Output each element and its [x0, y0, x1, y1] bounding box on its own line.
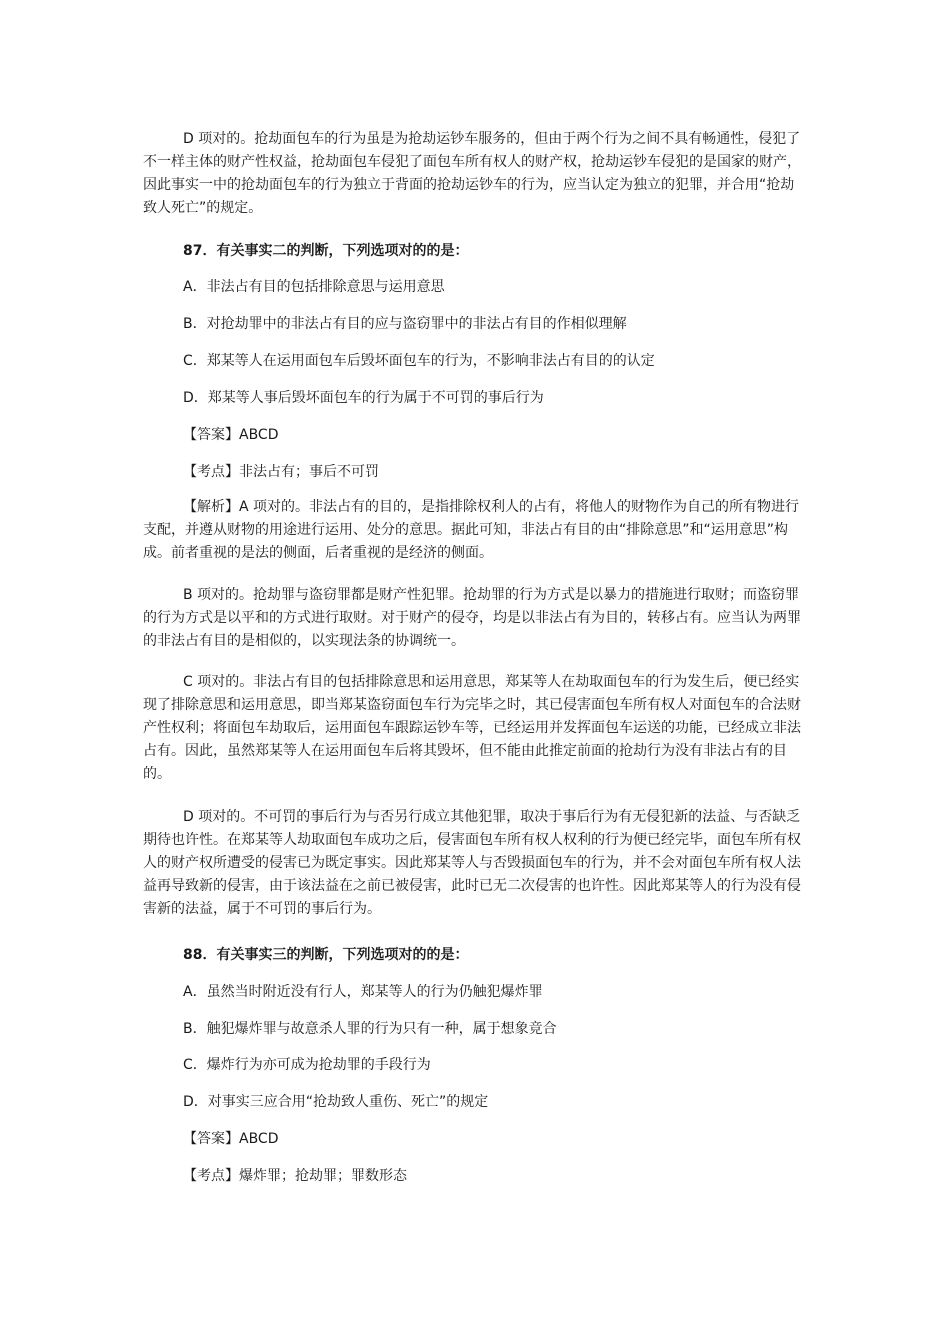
question-87-answer: 【答案】ABCD — [183, 427, 279, 443]
question-88-title: 88．有关事实三的判断，下列选项对的的是： — [183, 947, 469, 963]
question-87-option-d: D．郑某等人事后毁坏面包车的行为属于不可罚的事后行为 — [183, 390, 544, 406]
question-88-answer: 【答案】ABCD — [183, 1131, 279, 1147]
question-87-key-points: 【考点】非法占有；事后不可罚 — [183, 464, 379, 480]
paragraph-option-d-fact-one: D 项对的。抢劫面包车的行为虽是为抢劫运钞车服务的，但由于两个行为之间不具有畅通性，侵犯了不一样主体的财产性权益，抢劫面包车侵犯了面包车所有权人的财产权，抢劫运钞车侵犯的是国家的财产，因此事实一中的抢劫面包车的行为独立于背面的抢劫运钞车的行为，应当认定为独立的犯罪，并合用“抢劫致人死亡”的规定。 — [143, 131, 801, 216]
question-88-option-b: B．触犯爆炸罪与故意杀人罪的行为只有一种，属于想象竞合 — [183, 1021, 557, 1037]
question-87-option-a: A．非法占有目的包括排除意思与运用意思 — [183, 279, 445, 295]
question-87-title: 87．有关事实二的判断，下列选项对的的是： — [183, 243, 469, 259]
question-87-analysis-b: B 项对的。抢劫罪与盗窃罪都是财产性犯罪。抢劫罪的行为方式是以暴力的措施进行取财；而盗窃罪的行为方式是以平和的方式进行取财。对于财产的侵夺，均是以非法占有为目的，转移占有。应当认为两罪的非法占有目的是相似的，以实现法条的协调统一。 — [143, 587, 801, 649]
question-87-option-c: C．郑某等人在运用面包车后毁坏面包车的行为，不影响非法占有目的的认定 — [183, 353, 655, 369]
question-87-analysis-d: D 项对的。不可罚的事后行为与否另行成立其他犯罪，取决于事后行为有无侵犯新的法益、与否缺乏期待也许性。在郑某等人劫取面包车成功之后，侵害面包车所有权人权利的行为便已经完毕，面包车所有权人的财产权所遭受的侵害已为既定事实。因此郑某等人与否毁损面包车的行为，并不会对面包车所有权人法益再导致新的侵害，由于该法益在之前已被侵害，此时已无二次侵害的也许性。因此郑某等人的行为没有侵害新的法益，属于不可罚的事后行为。 — [143, 809, 801, 917]
question-88-option-a: A．虽然当时附近没有行人，郑某等人的行为仍触犯爆炸罪 — [183, 984, 543, 1000]
question-88-key-points: 【考点】爆炸罪；抢劫罪；罪数形态 — [183, 1168, 407, 1184]
question-87-analysis-a: 【解析】A 项对的。非法占有的目的，是指排除权利人的占有，将他人的财物作为自己的所有物进行支配，并遵从财物的用途进行运用、处分的意思。据此可知，非法占有目的由“排除意思”和“运用意思”构成。前者重视的是法的侧面，后者重视的是经济的侧面。 — [143, 499, 800, 561]
question-88-option-d: D．对事实三应合用“抢劫致人重伤、死亡”的规定 — [183, 1094, 489, 1110]
question-88-option-c: C．爆炸行为亦可成为抢劫罪的手段行为 — [183, 1057, 431, 1073]
question-87-analysis-c: C 项对的。非法占有目的包括排除意思和运用意思，郑某等人在劫取面包车的行为发生后，便已经实现了排除意思和运用意思，即当郑某盗窃面包车行为完毕之时，其已侵害面包车所有权人对面包车的合法财产性权利；将面包车劫取后，运用面包车跟踪运钞车等，已经运用并发挥面包车运送的功能，已经成立非法占有。因此，虽然郑某等人在运用面包车后将其毁坏，但不能由此推定前面的抢劫行为没有非法占有的目的。 — [143, 674, 801, 782]
question-87-option-b: B．对抢劫罪中的非法占有目的应与盗窃罪中的非法占有目的作相似理解 — [183, 316, 627, 332]
